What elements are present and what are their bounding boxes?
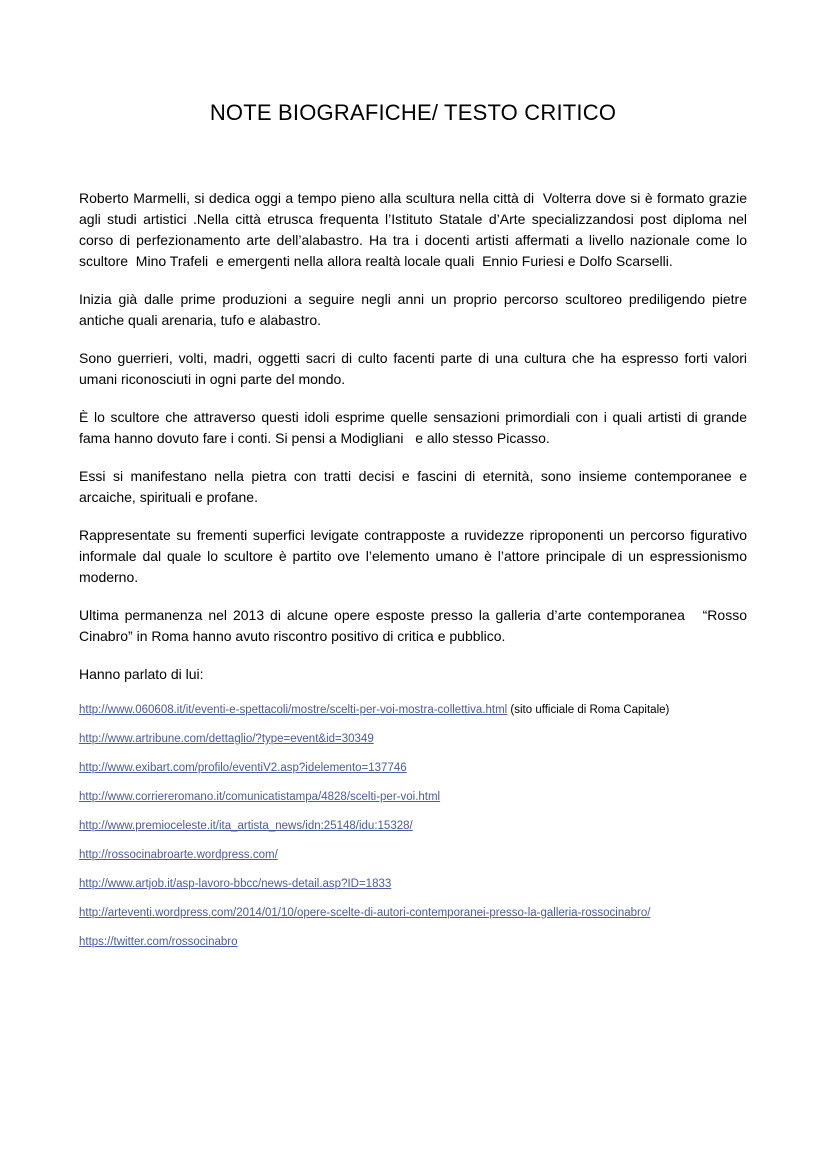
link-row (79, 789, 747, 806)
link-note: (sito ufficiale di Roma Capitale) (507, 704, 670, 716)
link-row (79, 847, 747, 864)
body-paragraph: Ultima permanenza nel 2013 di alcune opere esposte presso la galleria d’arte contemporanea “Rosso Cinabro” in Roma hanno avuto riscontro positivo di critica e pubblico. (79, 607, 751, 644)
hyperlink-arteventi[interactable]: http://arteventi.wordpress.com/2014/01/10/opere-scelte-di-autori-contemporanei-presso-la-galleria-rossocinabro/ (79, 907, 651, 919)
hyperlink-exibart[interactable]: http://www.exibart.com/profilo/eventiV2.asp?idelemento=137746 (79, 762, 407, 774)
link-row (79, 934, 747, 951)
link-row (79, 876, 747, 893)
body-paragraph: Rappresentate su frementi superfici levigate contrapposte a ruvidezze riproponenti un percorso figurativo informale dal quale lo scultore è partito ove l’elemento umano è l’attore principale di un espressionismo moderno. (79, 527, 751, 585)
hyperlink-premioceleste[interactable]: http://www.premioceleste.it/ita_artista_news/idn:25148/idu:15328/ (79, 820, 413, 832)
body-paragraph: È lo scultore che attraverso questi idoli esprime quelle sensazioni primordiali con i quali artisti di grande fama hanno dovuto fare i conti. Si pensi a Modigliani e allo stesso Picasso. (79, 409, 751, 446)
body-paragraph: Essi si manifestano nella pietra con tratti decisi e fascini di eternità, sono insieme contemporanee e arcaiche, spirituali e profane. (79, 468, 751, 505)
body-paragraph: Sono guerrieri, volti, madri, oggetti sacri di culto facenti parte di una cultura che ha espresso forti valori umani riconosciuti in ogni parte del mondo. (79, 350, 751, 387)
hyperlink-artribune[interactable]: http://www.artribune.com/dettaglio/?type=event&id=30349 (79, 733, 374, 745)
link-row (79, 731, 747, 748)
link-row (79, 818, 747, 835)
link-row (79, 760, 747, 777)
page-title: NOTE BIOGRAFICHE/ TESTO CRITICO (209, 100, 617, 125)
link-row (79, 702, 747, 719)
hyperlink-artjob[interactable]: http://www.artjob.it/asp-lavoro-bbcc/news-detail.asp?ID=1833 (79, 878, 392, 890)
hyperlink-twitter[interactable]: https://twitter.com/rossocinabro (79, 936, 238, 948)
link-row (79, 905, 747, 922)
hyperlink-corriereromano[interactable]: http://www.corriereromano.it/comunicatistampa/4828/scelti-per-voi.html (79, 791, 441, 803)
links-heading: Hanno parlato di lui: (79, 666, 204, 682)
body-paragraph: Inizia già dalle prime produzioni a seguire negli anni un proprio percorso scultoreo prediligendo pietre antiche quali arenaria, tufo e alabastro. (79, 291, 751, 328)
hyperlink-060608[interactable]: http://www.060608.it/it/eventi-e-spettacoli/mostre/scelti-per-voi-mostra-collettiva.html (79, 704, 508, 716)
body-paragraph: Roberto Marmelli, si dedica oggi a tempo pieno alla scultura nella città di Volterra dove si è formato grazie agli studi artistici .Nella città etrusca frequenta l’Istituto Statale d’Arte specializzandosi post diploma nel corso di perfezionamento arte dell’alabastro. Ha tra i docenti artisti affermati a livello nazionale come lo scultore Mino Trafeli e emergenti nella allora realtà locale quali Ennio Furiesi e Dolfo Scarselli. (79, 190, 751, 269)
hyperlink-rossocinabroarte[interactable]: http://rossocinabroarte.wordpress.com/ (79, 849, 278, 861)
